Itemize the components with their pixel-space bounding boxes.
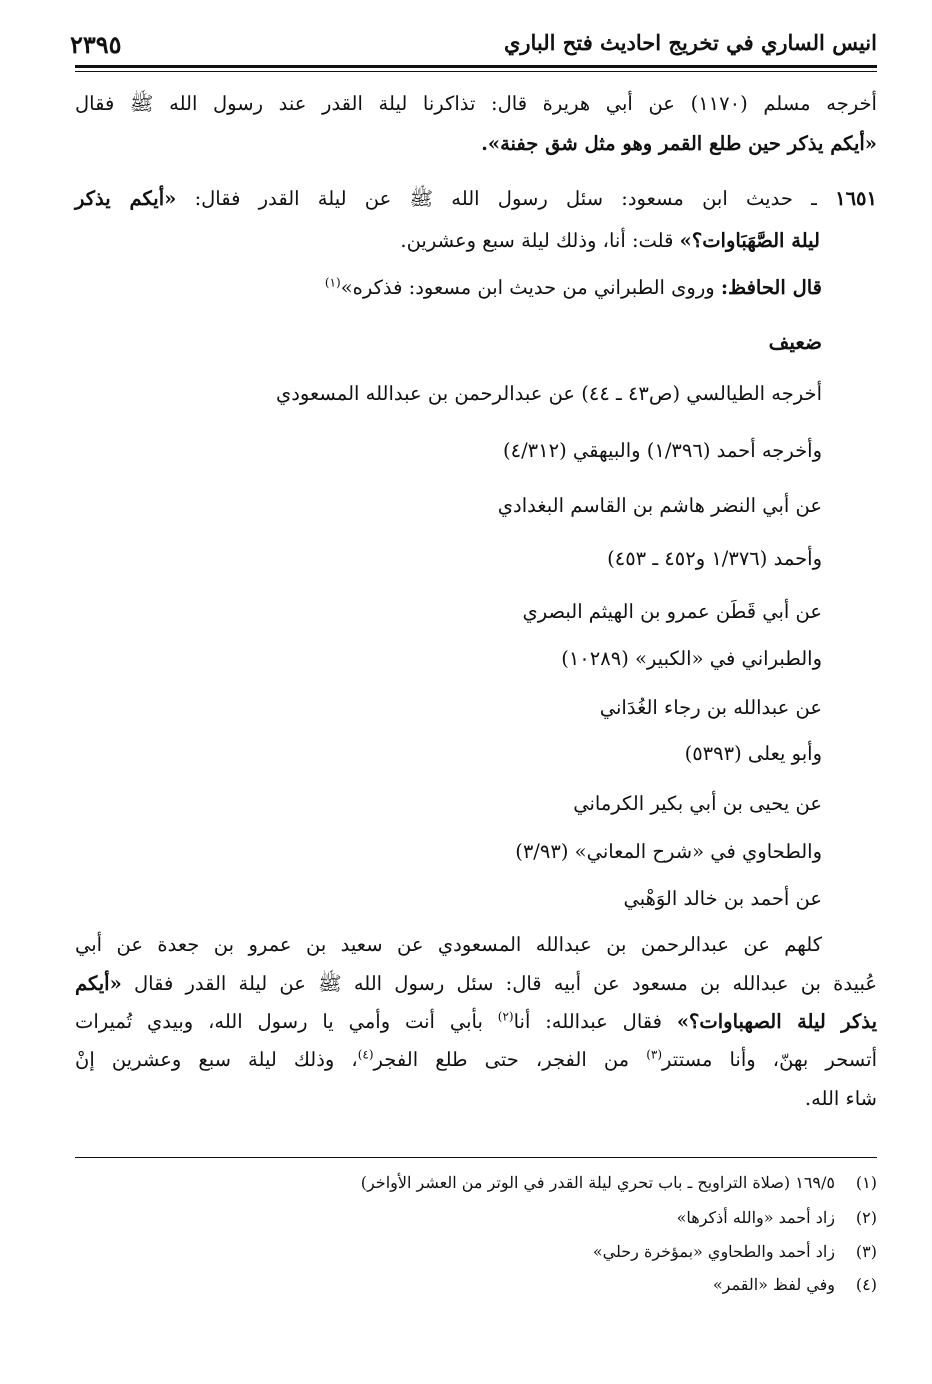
takhrij-line: عن أبي قَطَن عمرو بن الهيثم البصري (522, 600, 822, 623)
conclusion-line-5: شاء الله. (804, 1087, 877, 1110)
running-header-title: انيس الساري في تخريج احاديث فتح الباري (503, 30, 877, 55)
takhrij-line: والطحاوي في «شرح المعاني» (٣/٩٣) (515, 840, 822, 863)
footnote-number: (١) (855, 1173, 877, 1192)
hafiz-line (325, 274, 822, 302)
footnote-separator (75, 1157, 877, 1158)
footnote-number: (٣) (855, 1242, 877, 1261)
footnote-item (677, 1207, 877, 1229)
header-rule-thin (75, 71, 877, 72)
takhrij-line: وأحمد (١/٣٧٦ و٤٥٢ ـ ٤٥٣) (607, 547, 822, 570)
takhrij-line: عن عبدالله بن رجاء الغُدَاني (599, 696, 822, 719)
conclusion-line-2 (75, 970, 877, 998)
footnote-ref-1: (١) (324, 275, 341, 290)
takhrij-line: عن أحمد بن خالد الوَهْبي (623, 887, 822, 910)
footnote-item (713, 1274, 877, 1296)
takhrij-line: والطبراني في «الكبير» (١٠٢٨٩) (561, 647, 822, 670)
hadith-quote-1: «أيكم يذكر (75, 187, 177, 210)
footnote-item (361, 1172, 877, 1194)
page-number: ٢٣٩٥ (70, 30, 122, 59)
conclusion-text: فقال عبدالله: أنا (513, 1010, 677, 1033)
footnote-ref-2: (٢) (497, 1009, 514, 1024)
conclusion-text: ، وذلك ليلة سبع وعشرين إنْ (75, 1048, 358, 1071)
grade-heading: ضعيف (768, 330, 822, 354)
footnote-text: زاد أحمد والطحاوي «بمؤخرة رحلي» (592, 1242, 835, 1261)
conclusion-line-1: كلهم عن عبدالرحمن بن عبدالله المسعودي عن سعيد بن عمرو بن جعدة عن أبي (75, 933, 822, 956)
takhrij-line: وأبو يعلى (٥٣٩٣) (684, 742, 822, 765)
header-rule (75, 65, 877, 68)
intro-line-1: أخرجه مسلم (١١٧٠) عن أبي هريرة قال: تذاكرنا ليلة القدر عند رسول الله ﷺ فقال (75, 92, 877, 115)
footnote-text: ١٦٩/٥ (صلاة التراويح ـ باب تحري ليلة القدر في الوتر من العشر الأواخر) (360, 1173, 835, 1192)
conclusion-quote: «أيكم (75, 972, 122, 995)
conclusion-quote: يذكر ليلة الصهباوات؟» (676, 1010, 877, 1033)
footnote-item (593, 1241, 877, 1263)
hadith-line-1 (75, 185, 877, 213)
footnote-text: زاد أحمد «والله أذكرها» (676, 1208, 835, 1227)
takhrij-line: عن أبي النضر هاشم بن القاسم البغدادي (497, 494, 822, 517)
conclusion-line-4 (75, 1046, 877, 1074)
hadith-quote-2: ليلة الصَّهَبَاوات؟» (679, 229, 820, 252)
conclusion-text: أتسحر بهنّ، وأنا مستتر (662, 1048, 877, 1071)
takhrij-line: أخرجه الطيالسي (ص٤٣ ـ ٤٤) عن عبدالرحمن بن عبدالله المسعودي (275, 382, 822, 405)
conclusion-text: بأبي أنت وأمي يا رسول الله، وبيدي تُميرات (75, 1010, 498, 1033)
hadith-text-1: ـ حديث ابن مسعود: سئل رسول الله ﷺ عن ليلة القدر فقال: (176, 187, 836, 210)
footnote-number: (٤) (855, 1275, 877, 1294)
takhrij-line: عن يحيى بن أبي بكير الكرماني (573, 792, 822, 815)
footnote-ref-3: (٣) (646, 1047, 663, 1062)
conclusion-text: من الفجر، حتى طلع الفجر (373, 1048, 647, 1071)
hadith-line-2 (400, 227, 820, 255)
hadith-number: ١٦٥١ (835, 187, 877, 210)
takhrij-line: وأخرجه أحمد (١/٣٩٦) والبيهقي (٤/٣١٢) (503, 439, 822, 462)
hafiz-text: وروى الطبراني من حديث ابن مسعود: فذكره» (340, 276, 721, 299)
hadith-text-2: قلت: أنا، وذلك ليلة سبع وعشرين. (400, 229, 680, 252)
footnote-number: (٢) (855, 1208, 877, 1227)
intro-line-2: «أيكم يذكر حين طلع القمر وهو مثل شق جفنة». (481, 132, 877, 155)
conclusion-line-3 (75, 1008, 877, 1036)
hafiz-label: قال الحافظ: (720, 276, 822, 299)
conclusion-text: عُبيدة بن عبدالله بن مسعود عن أبيه قال: سئل رسول الله ﷺ عن ليلة القدر فقال (121, 972, 877, 995)
footnote-text: وفي لفظ «القمر» (712, 1275, 835, 1294)
footnote-ref-4: (٤) (357, 1047, 374, 1062)
